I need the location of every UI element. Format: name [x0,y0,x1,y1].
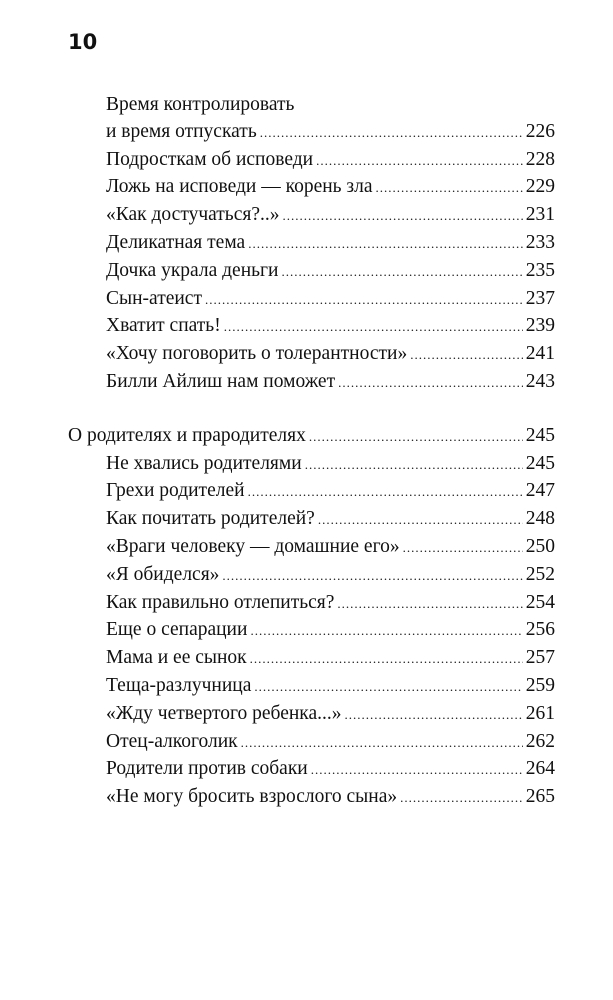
leader-dots [410,342,523,369]
toc-entry-title: Как правильно отлепиться? [106,591,335,613]
leader-dots [376,175,523,202]
leader-dots [305,452,523,479]
leader-dots [337,591,522,618]
toc-entry[interactable] [68,451,555,479]
toc-entry-page: 235 [525,259,555,281]
leader-dots [281,259,522,286]
toc-entry[interactable] [68,258,555,286]
toc-entry-title: Мама и ее сынок [106,647,247,669]
leader-dots [241,730,523,757]
toc-entry[interactable] [68,590,555,618]
toc-entry-page: 261 [525,702,555,724]
toc-entry[interactable] [68,506,555,534]
toc-entry-title: «Я обиделся» [106,563,220,585]
leader-dots [222,563,522,590]
toc-entry-page: 243 [525,370,555,392]
toc-entry-title: Теща-разлучница [106,674,252,696]
leader-dots [316,148,523,175]
toc-entry-title: Не хвались родителями [106,452,302,474]
toc-entry[interactable] [68,174,555,202]
toc-section-title: О родителях и прародителях [68,424,306,446]
toc-entry-title: Деликатная тема [106,231,246,253]
section-gap [68,397,555,423]
toc-entry-page: 226 [525,120,555,142]
toc-entry[interactable] [68,119,555,147]
toc-entry-title: «Жду четвертого ребенка...» [106,702,342,724]
toc-entry-title: Хватит спать! [106,315,221,337]
toc-entry-title: «Враги человеку — домашние его» [106,535,400,557]
toc-entry-title: Ложь на исповеди — корень зла [106,176,373,198]
toc-entry-page: 248 [525,508,555,530]
toc-entry[interactable] [68,286,555,314]
toc-entry-title: Грехи родителей [106,480,245,502]
toc-entry[interactable] [68,645,555,673]
toc-entry-title: Отец-алкоголик [106,730,238,752]
toc-entry[interactable] [68,729,555,757]
toc-entry[interactable] [68,701,555,729]
toc-entry-title: «Хочу поговорить о толерантности» [106,343,408,365]
toc-entry-title: Еще о сепарации [106,619,248,641]
leader-dots [338,370,523,397]
leader-dots [282,203,522,230]
leader-dots [260,120,523,147]
toc-entry-title: Время контролировать [106,94,295,115]
toc-entry-page: 237 [525,287,555,309]
toc-entry[interactable] [68,478,555,506]
toc-section-heading[interactable] [68,423,555,451]
toc-entry-title: и время отпускать [106,120,257,142]
toc-entry-page: 259 [525,674,555,696]
toc-entry-page: 241 [525,343,555,365]
leader-dots [254,674,522,701]
toc-entry-page: 250 [525,535,555,557]
toc-entry-page: 239 [525,315,555,337]
toc-entry[interactable] [68,202,555,230]
toc-entry[interactable] [68,534,555,562]
toc-section-page: 245 [525,424,555,446]
toc-entry[interactable] [68,341,555,369]
toc-entry-title: Билли Айлиш нам поможет [106,370,336,392]
leader-dots [250,618,522,645]
toc-entry-title: «Как достучаться?..» [106,204,280,226]
toc-entry-title: Как почитать родителей? [106,508,315,530]
toc-entry-page: 229 [525,176,555,198]
leader-dots [318,507,523,534]
toc-entry-title: «Не могу бросить взрослого сына» [106,786,398,808]
toc-entry-page: 257 [525,647,555,669]
toc-entry-page: 264 [525,758,555,780]
toc-entry-page: 254 [525,591,555,613]
leader-dots [345,702,523,729]
toc-entry[interactable] [68,673,555,701]
toc-entry-title: Подросткам об исповеди [106,148,314,170]
toc-entry-title: Дочка украла деньги [106,259,279,281]
leader-dots [224,314,523,341]
toc-entry-page: 245 [525,452,555,474]
leader-dots [248,231,523,258]
toc-entry-page: 247 [525,480,555,502]
leader-dots [248,479,523,506]
table-of-contents [68,92,555,812]
toc-entry-title-line [68,92,555,119]
toc-entry-title: Родители против собаки [106,758,308,780]
leader-dots [311,757,523,784]
leader-dots [250,646,523,673]
leader-dots [205,287,523,314]
toc-entry[interactable] [68,147,555,175]
toc-entry[interactable] [68,313,555,341]
leader-dots [403,535,523,562]
toc-entry-page: 256 [525,619,555,641]
toc-entry-page: 252 [525,563,555,585]
page-number: 10 [68,30,98,54]
toc-entry[interactable] [68,756,555,784]
toc-entry-page: 265 [525,786,555,808]
toc-entry[interactable] [68,784,555,812]
toc-entry[interactable] [68,230,555,258]
leader-dots [309,424,523,451]
toc-entry-title: Сын-атеист [106,287,202,309]
toc-entry[interactable] [68,562,555,590]
toc-entry-page: 262 [525,730,555,752]
leader-dots [400,785,523,812]
toc-entry-page: 233 [525,231,555,253]
toc-entry[interactable] [68,617,555,645]
toc-entry[interactable] [68,369,555,397]
toc-entry-page: 231 [525,204,555,226]
toc-entry-page: 228 [525,148,555,170]
